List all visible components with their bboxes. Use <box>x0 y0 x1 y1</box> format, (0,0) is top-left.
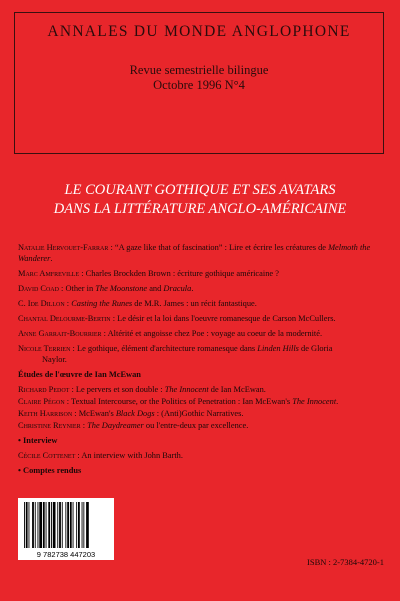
article-work-title: The Innocent <box>292 397 337 406</box>
article-continuation: Naylor. <box>42 355 67 364</box>
section-heading-interview: • Interview <box>18 436 58 445</box>
barcode-bar <box>76 502 77 548</box>
journal-subtitle <box>15 63 383 93</box>
barcode-bar <box>48 502 50 548</box>
isbn-label: ISBN : 2-7384-4720-1 <box>307 557 384 567</box>
barcode-bar <box>39 502 42 548</box>
article-author: David Coad <box>18 284 59 293</box>
article-entry: Natalie Hervouet-Farrar : “A gaze like that of fascination” : Lire et écrire les créatures de Melmoth the Wanderer. <box>18 243 371 263</box>
section-heading-reviews: • Comptes rendus <box>18 466 82 475</box>
article-work-title: Black Dogs <box>115 409 155 418</box>
barcode-bar <box>73 502 74 548</box>
barcode-bar <box>38 502 39 548</box>
barcode-bar <box>35 502 36 548</box>
article-work-title: Dracula <box>163 284 192 293</box>
article-author: Richard Pedot <box>18 385 70 394</box>
barcode-bar <box>70 502 72 548</box>
barcode-bar <box>82 502 83 548</box>
article-work-title: Linden Hills <box>257 344 299 353</box>
article-author: Nicole Terrien <box>18 344 71 353</box>
issue-theme <box>0 181 400 219</box>
article-entry: David Coad : Other in The Moonstone and Dracula. <box>18 284 194 293</box>
journal-header-box <box>14 12 384 154</box>
journal-frequency: Revue semestrielle bilingue <box>129 63 269 77</box>
barcode-graphic <box>18 498 114 560</box>
barcode <box>18 498 114 560</box>
barcode-bar <box>57 502 58 548</box>
article-author: Chantal Delourme-Bertin <box>18 314 111 323</box>
article-author: Marc Amfreville <box>18 269 80 278</box>
table-of-contents <box>18 242 380 480</box>
article-author: Anne Garrait-Bourrier <box>18 329 102 338</box>
mcewan-section <box>18 384 380 431</box>
barcode-number: 9 782738 447203 <box>36 550 96 559</box>
barcode-bar <box>65 502 66 548</box>
article-entry: Anne Garrait-Bourrier : Altérité et angoisse chez Poe : voyage au coeur de la modernité. <box>18 329 323 338</box>
issue-theme-line2: DANS LA LITTÉRATURE ANGLO-AMÉRICAINE <box>53 201 347 217</box>
journal-issue: Octobre 1996 N°4 <box>153 78 245 92</box>
article-work-title: The Daydreamer <box>87 421 144 430</box>
barcode-bar <box>53 502 56 548</box>
article-work-title: Melmoth the Wanderer <box>18 243 371 263</box>
section-heading-mcewan: Études de l'œuvre de Ian McEwan <box>18 370 141 379</box>
article-author: Keith Harrison <box>18 409 73 418</box>
article-work-title: Casting the Runes <box>71 299 133 308</box>
barcode-bar <box>29 502 30 548</box>
barcode-bar <box>51 502 52 548</box>
barcode-bar <box>24 502 25 548</box>
article-author: Christine Reynier <box>18 421 81 430</box>
article-work-title: The Innocent <box>164 385 209 394</box>
article-entry: Keith Harrison : McEwan's Black Dogs : (Anti)Gothic Narratives. <box>18 409 244 418</box>
interview-entry: Cécile Cottenet : An interview with John Barth. <box>18 451 183 460</box>
journal-title: ANNALES DU MONDE ANGLOPHONE <box>47 23 351 40</box>
article-author: Claire Pégon <box>18 397 65 406</box>
barcode-bar <box>43 502 45 548</box>
barcode-bar <box>46 502 47 548</box>
barcode-bar <box>62 502 63 548</box>
article-entry: Richard Pedot : Le pervers et son double : The Innocent de Ian McEwan. <box>18 385 266 394</box>
article-entry: C. Ide Dillon : Casting the Runes de M.R. James : un récit fantastique. <box>18 299 257 308</box>
article-entry: Christine Reynier : The Daydreamer ou l'entre-deux par excellence. <box>18 421 249 430</box>
issue-theme-line1: LE COURANT GOTHIQUE ET SES AVATARS <box>64 182 336 198</box>
barcode-bar <box>32 502 34 548</box>
article-entry: Nicole Terrien : Le gothique, élément d'architecture romanesque dans Linden Hills de Gloria Naylor. <box>18 343 380 365</box>
article-author: C. Ide Dillon <box>18 299 65 308</box>
barcode-bar <box>59 502 61 548</box>
barcode-bar <box>83 502 84 548</box>
barcode-bar <box>26 502 28 548</box>
article-author: Cécile Cottenet <box>18 451 76 460</box>
article-entry: Marc Amfreville : Charles Brockden Brown : écriture gothique américaine ? <box>18 269 279 278</box>
barcode-bar <box>78 502 80 548</box>
article-author: Natalie Hervouet-Farrar <box>18 243 109 252</box>
article-entry: Claire Pégon : Textual Intercourse, or the Politics of Penetration : Ian McEwan's The Innocent. <box>18 397 339 406</box>
article-entry: Chantal Delourme-Bertin : Le désir et la loi dans l'oeuvre romanesque de Carson McCullers. <box>18 314 336 323</box>
article-work-title: The Moonstone <box>95 284 148 293</box>
barcode-bar <box>86 502 89 548</box>
barcode-bar <box>67 502 69 548</box>
